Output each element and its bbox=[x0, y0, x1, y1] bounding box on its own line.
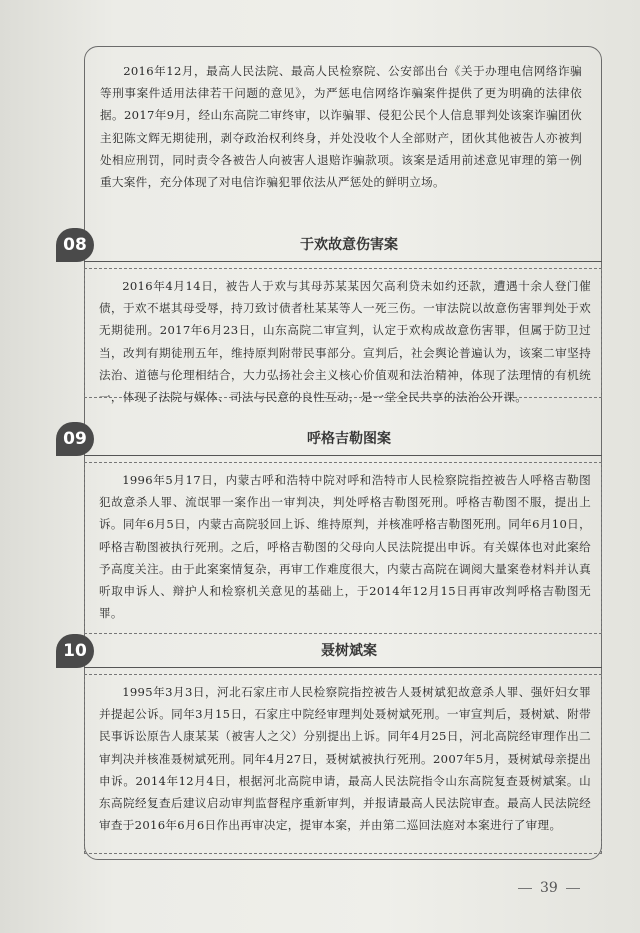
section-number-badge: 09 bbox=[56, 422, 94, 456]
section-title: 聂树斌案 bbox=[321, 643, 377, 659]
page-number bbox=[518, 880, 598, 896]
section-body-box bbox=[84, 674, 602, 854]
section-title: 于欢故意伤害案 bbox=[300, 237, 398, 253]
case-section-10 bbox=[56, 634, 602, 854]
case-section-08 bbox=[56, 228, 602, 405]
section-body-box bbox=[84, 462, 602, 634]
section-body-text: 1996年5月17日，内蒙古呼和浩特中院对呼和浩特市人民检察院指控被告人呼格吉勒图犯故意杀人罪、流氓罪一案作出一审判决，判处呼格吉勒图死刑。呼格吉勒图不服，提出上诉。同年6月5日，内蒙古高院驳回上诉、维持原判，并核准呼格吉勒图死刑。同年6月10日，呼格吉勒图被执行死刑。之后，呼格吉勒图的父母向人民法院提出申诉。有关媒体也对此案给予高度关注。由于此案案情复杂，再审工作难度很大，内蒙古高院在调阅大量案卷材料并认真听取申诉人、辩护人和检察机关意见的基础上，于2014年12月15日再审改判呼格吉勒图无罪。 bbox=[99, 473, 591, 621]
section-rule bbox=[84, 261, 602, 262]
section-number-badge: 08 bbox=[56, 228, 94, 262]
page-number-dash-right bbox=[566, 888, 580, 889]
page-number-value: 39 bbox=[540, 880, 558, 896]
section-header bbox=[56, 228, 602, 262]
section-number-badge: 10 bbox=[56, 634, 94, 668]
section-body-text: 1995年3月3日，河北石家庄市人民检察院指控被告人聂树斌犯故意杀人罪、强奸妇女罪并提起公诉。同年3月15日，石家庄中院经审理判处聂树斌死刑。一审宣判后，聂树斌、附带民事诉讼原告人康某某（被害人之父）分别提出上诉。同年4月25日，河北高院经审理作出二审判决并核准聂树斌死刑。同年4月27日，聂树斌被执行死刑。2007年5月，聂树斌母亲提出申诉。2014年12月4日，根据河北高院申请，最高人民法院指令山东高院复查聂树斌案。山东高院经复查后建议启动审判监督程序重新审判，并报请最高人民法院审查。最高人民法院经审查于2016年6月6日作出再审决定，提审本案，并由第二巡回法庭对本案进行了审理。 bbox=[99, 685, 591, 833]
section-body-box bbox=[84, 268, 602, 405]
section-header bbox=[56, 422, 602, 456]
case-section-09 bbox=[56, 422, 602, 634]
section-rule bbox=[84, 667, 602, 668]
section-header bbox=[56, 634, 602, 668]
section-body-text: 2016年4月14日，被告人于欢与其母苏某某因欠高利贷未如约还款，遭遇十余人登门催债，于欢不堪其母受辱，持刀致讨债者杜某某等人一死三伤。一审法院以故意伤害罪判处于欢无期徒刑。2017年6月23日，山东高院二审宣判，认定于欢构成故意伤害罪，但属于防卫过当，改判有期徒刑五年，维持原判附带民事部分。宣判后，社会舆论普遍认为，该案二审坚持法治、道德与伦理相结合，大力弘扬社会主义核心价值观和法治精神，体现了法理情的有机统一，体现了法院与媒体、司法与民意的良性互动，是一堂全民共享的法治公开课。 bbox=[99, 279, 591, 405]
section-title: 呼格吉勒图案 bbox=[307, 431, 391, 447]
intro-paragraph: 2016年12月，最高人民法院、最高人民检察院、公安部出台《关于办理电信网络诈骗等刑事案件适用法律若干问题的意见》，为严惩电信网络诈骗案件提供了更为明确的法律依据。2017年9月，经山东高院二审终审，以诈骗罪、侵犯公民个人信息罪判处该案诈骗团伙主犯陈文辉无期徒刑，剥夺政治权利终身，并处没收个人全部财产，团伙其他被告人亦被判处相应刑罚，同时责令各被告人向被害人退赔诈骗款项。该案是适用前述意见审理的第一例重大案件，充分体现了对电信诈骗犯罪依法从严惩处的鲜明立场。 bbox=[100, 64, 582, 190]
section-rule bbox=[84, 455, 602, 456]
page-number-dash-left bbox=[518, 888, 532, 889]
